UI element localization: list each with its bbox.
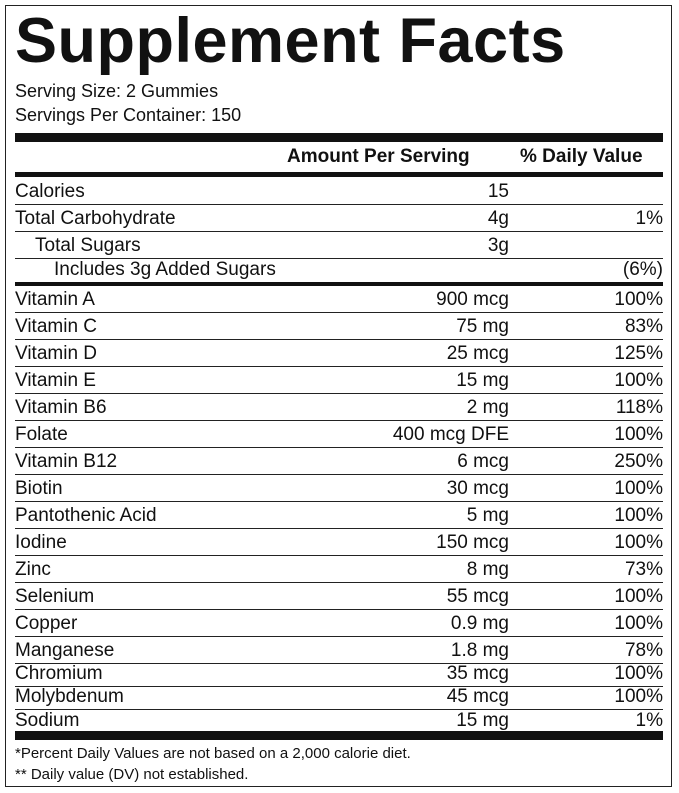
- footnote-percent-dv: *Percent Daily Values are not based on a 2,000 calorie diet.: [15, 745, 411, 762]
- nutrient-daily-value: 1%: [635, 710, 663, 731]
- nutrient-name: Folate: [15, 424, 68, 445]
- footnote-dv-not-established: ** Daily value (DV) not established.: [15, 766, 249, 783]
- nutrient-daily-value: 125%: [614, 343, 663, 364]
- table-row: [15, 610, 663, 637]
- amount-per-serving-header: Amount Per Serving: [287, 146, 470, 167]
- nutrient-amount: 400 mcg DFE: [392, 424, 509, 445]
- table-row: [15, 583, 663, 610]
- nutrient-name: Selenium: [15, 586, 95, 607]
- table-row: [15, 448, 663, 475]
- nutrient-amount: 15: [487, 181, 509, 202]
- nutrient-daily-value: 1%: [635, 208, 663, 229]
- nutrient-daily-value: 100%: [614, 478, 663, 499]
- nutrient-amount: 35 mcg: [446, 663, 509, 684]
- table-row: [15, 637, 663, 664]
- nutrient-amount: 15 mg: [456, 370, 509, 391]
- nutrient-name: Manganese: [15, 640, 115, 661]
- nutrient-name: Vitamin B12: [15, 451, 118, 472]
- serving-size: Serving Size: 2 Gummies: [15, 81, 219, 101]
- nutrient-amount: 45 mcg: [446, 686, 509, 707]
- nutrient-daily-value: 100%: [614, 686, 663, 707]
- nutrient-name: Copper: [15, 613, 78, 634]
- nutrient-name: Sodium: [15, 710, 80, 731]
- nutrient-daily-value: 78%: [624, 640, 663, 661]
- table-row: [15, 259, 663, 286]
- nutrient-daily-value: 100%: [614, 424, 663, 445]
- nutrient-name: Vitamin E: [15, 370, 96, 391]
- nutrient-name: Pantothenic Acid: [15, 505, 157, 526]
- table-row: [15, 313, 663, 340]
- nutrient-amount: 5 mg: [466, 505, 509, 526]
- nutrient-daily-value: 250%: [614, 451, 663, 472]
- table-row: [15, 664, 663, 687]
- bottom-divider-bar: [15, 731, 663, 740]
- nutrient-daily-value: 100%: [614, 532, 663, 553]
- nutrient-name: Total Carbohydrate: [15, 208, 176, 229]
- top-divider-bar: [15, 133, 663, 142]
- nutrient-name: Biotin: [15, 478, 63, 499]
- table-row: [15, 710, 663, 730]
- nutrient-daily-value: 100%: [614, 663, 663, 684]
- nutrient-amount: 4g: [487, 208, 509, 229]
- table-row: [15, 205, 663, 232]
- nutrient-daily-value: 100%: [614, 613, 663, 634]
- nutrient-name: Vitamin D: [15, 343, 98, 364]
- nutrient-name: Vitamin B6: [15, 397, 107, 418]
- nutrient-daily-value: 73%: [624, 559, 663, 580]
- table-row: [15, 286, 663, 313]
- table-row: [15, 340, 663, 367]
- nutrient-daily-value: 118%: [615, 397, 663, 418]
- nutrient-daily-value: 100%: [614, 289, 663, 310]
- table-row: [15, 529, 663, 556]
- nutrient-name: Total Sugars: [35, 235, 141, 256]
- nutrient-amount: 0.9 mg: [450, 613, 509, 634]
- nutrient-daily-value: 83%: [624, 316, 663, 337]
- nutrient-amount: 15 mg: [456, 710, 509, 731]
- nutrient-amount: 1.8 mg: [450, 640, 509, 661]
- nutrient-amount: 900 mcg: [436, 289, 509, 310]
- nutrient-amount: 75 mg: [456, 316, 509, 337]
- nutrient-name: Zinc: [15, 559, 51, 580]
- nutrient-name: Vitamin C: [15, 316, 98, 337]
- nutrient-amount: 30 mcg: [446, 478, 509, 499]
- nutrient-amount: 2 mg: [466, 397, 509, 418]
- nutrient-amount: 25 mcg: [446, 343, 509, 364]
- table-row: [15, 394, 663, 421]
- table-row: [15, 232, 663, 259]
- nutrient-name: Iodine: [15, 532, 67, 553]
- table-row: [15, 367, 663, 394]
- nutrient-amount: 3g: [487, 235, 509, 256]
- nutrient-table: [15, 177, 663, 730]
- table-row: [15, 687, 663, 710]
- table-row: [15, 502, 663, 529]
- daily-value-header: % Daily Value: [520, 146, 643, 167]
- nutrient-daily-value: 100%: [614, 586, 663, 607]
- nutrient-amount: 8 mg: [466, 559, 509, 580]
- nutrient-amount: 55 mcg: [446, 586, 509, 607]
- nutrient-daily-value: 100%: [614, 505, 663, 526]
- nutrient-name: Vitamin A: [15, 289, 95, 310]
- servings-per-container: Servings Per Container: 150: [15, 105, 242, 125]
- nutrient-name: Includes 3g Added Sugars: [54, 259, 276, 280]
- table-row: [15, 421, 663, 448]
- table-row: [15, 475, 663, 502]
- nutrient-daily-value: 100%: [614, 370, 663, 391]
- nutrient-name: Calories: [15, 181, 85, 202]
- table-row: [15, 556, 663, 583]
- nutrient-amount: 150 mcg: [436, 532, 509, 553]
- nutrient-name: Chromium: [15, 663, 103, 684]
- nutrient-name: Molybdenum: [15, 686, 124, 707]
- table-row: [15, 177, 663, 205]
- panel-title: Supplement Facts: [15, 6, 566, 76]
- nutrient-amount: 6 mcg: [457, 451, 509, 472]
- nutrient-daily-value: (6%): [622, 259, 663, 280]
